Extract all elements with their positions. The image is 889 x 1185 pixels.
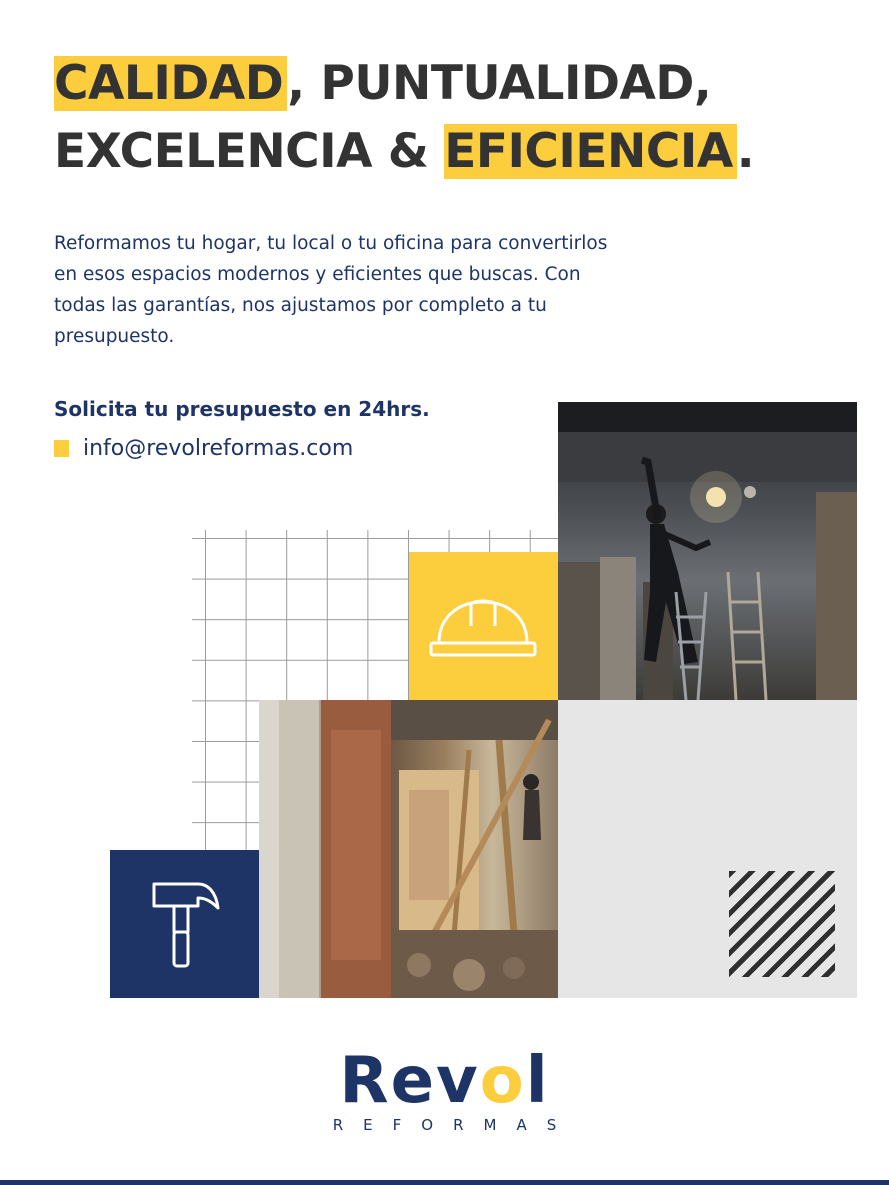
email-link[interactable]: info@revolreformas.com xyxy=(83,436,354,461)
photo-worker-ceiling-illustration xyxy=(558,402,857,700)
headline-line1-rest: , PUNTUALIDAD, xyxy=(287,56,712,111)
headline-highlight-calidad: CALIDAD xyxy=(54,56,287,111)
headline-line2-start: EXCELENCIA & xyxy=(54,124,445,179)
logo-word-start: Rev xyxy=(339,1044,480,1118)
brand-logo xyxy=(0,1046,889,1134)
photo-renovation-illustration xyxy=(259,700,558,998)
logo-subtitle: REFORMAS xyxy=(332,1116,577,1134)
cta-text: Solicita tu presupuesto en 24hrs. xyxy=(54,397,430,421)
headline-highlight-eficiencia: EFICIENCIA xyxy=(444,124,736,179)
hard-hat-icon xyxy=(409,552,558,700)
email-line xyxy=(54,436,353,461)
hammer-tile xyxy=(110,850,259,998)
logo-word-mid: o xyxy=(479,1044,526,1118)
email-bullet-icon xyxy=(54,440,69,457)
hard-hat-tile xyxy=(409,552,558,700)
logo-word-end: l xyxy=(525,1044,550,1118)
headline-line2-end: . xyxy=(736,124,755,179)
photo-renovation-site xyxy=(259,700,558,998)
hammer-icon xyxy=(110,850,259,998)
bottom-bar xyxy=(0,1180,889,1185)
headline xyxy=(54,50,754,186)
diagonal-stripes xyxy=(729,871,835,977)
photo-worker-ceiling xyxy=(558,402,857,700)
intro-paragraph: Reformamos tu hogar, tu local o tu oficina para convertirlos en esos espacios modernos y eficientes que buscas. Con todas las garantías, nos ajustamos por completo a tu presupuesto. xyxy=(54,233,608,347)
logo-wordmark xyxy=(0,1046,889,1116)
